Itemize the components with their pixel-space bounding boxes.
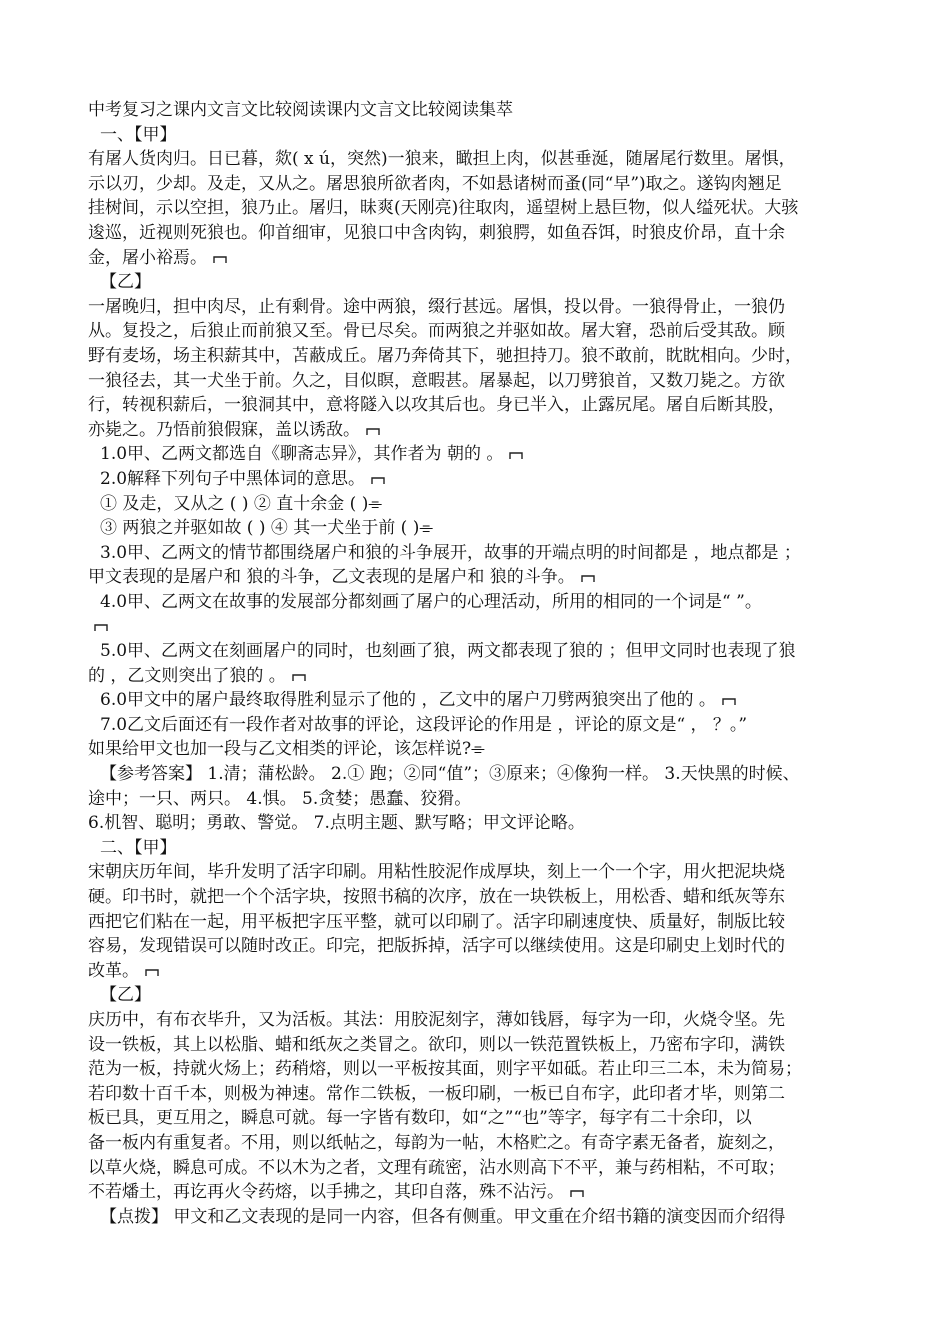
line-text: 甲文表现的是屠户和 狼的斗争，乙文表现的是屠户和 狼的斗争。 [88, 567, 575, 588]
text-line [88, 811, 878, 836]
paragraph-mark-icon [570, 1189, 584, 1198]
line-text: 硬。印书时，就把一个个活字块，按照书稿的次序，放在一块铁板上，用松香、蜡和纸灰等东 [88, 887, 785, 907]
line-text: 一、【甲】 [100, 124, 177, 145]
line-text: 范为一板，持就火炀上；药稍熔，则以一平板按其面，则字平如砥。若止印三二本，未为简易； [88, 1059, 802, 1080]
text-line [88, 1131, 878, 1156]
text-line [88, 1156, 878, 1181]
line-text: 西把它们粘在一起，用平板把字压平整，就可以印刷了。活字印刷速度快、质量好，制版比较 [88, 911, 785, 932]
paragraph-mark-icon [581, 574, 595, 583]
text-line [88, 344, 878, 369]
text-line [88, 1008, 878, 1033]
line-text: 4.0甲、乙两文在故事的发展部分都刻画了屠户的心理活动，所用的相同的一个词是“ ”。 [100, 591, 762, 612]
text-line [88, 172, 878, 197]
text-line [88, 614, 878, 639]
text-line [88, 590, 878, 615]
line-text: 一狼径去，其一犬坐于前。久之，目似瞑，意暇甚。屠暴起，以刀劈狼首，又数刀毙之。方欲 [88, 370, 785, 391]
text-line [88, 418, 878, 443]
line-text: 不若燔土，再讫再火令药熔，以手拂之，其印自落，殊不沾污。 [88, 1182, 564, 1203]
line-text: 设一铁板，其上以松脂、蜡和纸灰之类冒之。欲印，则以一铁范置铁板上，乃密布字印，满铁 [88, 1034, 785, 1055]
text-line [88, 442, 878, 467]
line-text: 金，屠小裕焉。 [88, 247, 207, 268]
line-text: 庆历中，有布衣毕升，又为活板。其法：用胶泥刻字，薄如钱唇，每字为一印，火烧令坚。先 [88, 1009, 785, 1030]
text-line [88, 664, 878, 689]
paragraph-mark-icon [366, 427, 380, 436]
line-text: 以草火烧，瞬息可成。不以木为之者，文理有疏密，沾水则高下不平，兼与药相粘，不可取； [88, 1157, 785, 1178]
line-text: 挂树间，示以空担，狼乃止。屠归，昧爽(天刚亮)往取肉，遥望树上悬巨物，似人缢死状。大骇 [88, 198, 799, 219]
line-text: 野有麦场，场主积薪其中，苫蔽成丘。屠乃奔倚其下，驰担持刀。狼不敢前，眈眈相向。少时， [88, 345, 802, 366]
line-text: 【点拨】 甲文和乙文表现的是同一内容，但各有侧重。甲文重在介绍书籍的演变因而介绍得 [100, 1206, 786, 1227]
line-text: 6.0甲文中的屠户最终取得胜利显示了他的 ，乙文中的屠户刀劈两狼突出了他的 。 [100, 690, 716, 711]
text-line [88, 762, 878, 787]
text-line [88, 836, 878, 861]
line-text: 2.0解释下列句子中黑体词的意思。 [100, 468, 366, 489]
line-text: 从。复投之，后狼止而前狼又至。骨已尽矣。而两狼之并驱如故。屠大窘，恐前后受其敌。顾 [88, 321, 785, 342]
text-line [88, 492, 878, 517]
text-line [88, 639, 878, 664]
text-line [88, 221, 878, 246]
line-text: 逡巡，近视则死狼也。仰首细审，见狼口中含肉钩，刺狼腭，如鱼吞饵，时狼皮价昂，直十余 [88, 222, 785, 243]
line-text: 如果给甲文也加一段与乙文相类的评论，该怎样说?⌯ [88, 739, 485, 760]
document-body [88, 98, 878, 1229]
line-text: 3.0甲、乙两文的情节都围绕屠户和狼的斗争展开，故事的开端点明的时间都是 ，地点都是 ； [100, 542, 801, 563]
paragraph-mark-icon [509, 451, 523, 460]
text-line [88, 123, 878, 148]
line-text: ③ 两狼之并驱如故 ( ) ④ 其一犬坐于前 ( )⌯ [100, 518, 433, 539]
text-line [88, 713, 878, 738]
text-line [88, 147, 878, 172]
line-text: 【乙】 [100, 272, 151, 293]
text-line [88, 737, 878, 762]
text-line [88, 467, 878, 492]
line-text: 有屠人货肉归。日已暮，欻( x ú，突然)一狼来，瞰担上肉，似甚垂涎，随屠尾行数里。屠惧， [88, 149, 796, 170]
text-line [88, 1106, 878, 1131]
paragraph-mark-icon [722, 697, 736, 706]
text-line [88, 1033, 878, 1058]
paragraph-mark-icon [371, 476, 385, 485]
line-text: 途中；一只、两只。 4.惧。 5.贪婪；愚蠢、狡猾。 [88, 788, 472, 809]
text-line [88, 369, 878, 394]
line-text: 1.0甲、乙两文都选自《聊斋志异》，其作者为 朝的 。 [100, 444, 504, 465]
line-text: 若印数十百千本，则极为神速。常作二铁板，一板印刷，一板已自布字，此印者才毕，则第二 [88, 1083, 785, 1104]
text-line [88, 196, 878, 221]
text-line [88, 787, 878, 812]
line-text: 【乙】 [100, 985, 151, 1006]
paragraph-mark-icon [292, 673, 306, 682]
line-text: ① 及走，又从之 ( ) ② 直十余金 ( )⌯ [100, 493, 382, 514]
paragraph-mark-icon [94, 623, 108, 632]
paragraph-mark-icon [145, 968, 159, 977]
line-text: 【参考答案】 1.清；蒲松龄。 2.① 跑；②同“值”；③原来；④像狗一样。 3.天快黑的时候、 [100, 764, 800, 785]
line-text: 备一板内有重复者。不用，则以纸帖之，每韵为一帖，木格贮之。有奇字素无备者，旋刻之， [88, 1132, 785, 1153]
text-line [88, 565, 878, 590]
line-text: 中考复习之课内文言文比较阅读课内文言文比较阅读集萃 [88, 100, 513, 120]
text-line [88, 1057, 878, 1082]
paragraph-mark-icon [213, 255, 227, 264]
text-line [88, 1205, 878, 1230]
line-text: 改革。 [88, 960, 139, 981]
line-text: 7.0乙文后面还有一段作者对故事的评论，这段评论的作用是 ，评论的原文是“ ， ？。” [100, 714, 748, 735]
text-line [88, 295, 878, 320]
text-line [88, 1180, 878, 1205]
text-line [88, 393, 878, 418]
text-line [88, 516, 878, 541]
text-line [88, 319, 878, 344]
line-text: 容易，发现错误可以随时改正。印完，把版拆掉，活字可以继续使用。这是印刷史上划时代的 [88, 936, 785, 957]
text-line [88, 860, 878, 885]
text-line [88, 1082, 878, 1107]
line-text: 的 ，乙文则突出了狼的 。 [88, 665, 286, 686]
text-line [88, 910, 878, 935]
text-line [88, 98, 878, 123]
text-line [88, 541, 878, 566]
line-text: 示以刃，少却。及走，又从之。屠思狼所欲者肉，不如悬诸树而蚤(同“早”)取之。遂钩肉翘足 [88, 173, 782, 194]
line-text: 宋朝庆历年间，毕升发明了活字印刷。用粘性胶泥作成厚块，刻上一个一个字，用火把泥块烧 [88, 862, 785, 883]
line-text: 行，转视积薪后，一狼洞其中，意将隧入以攻其后也。身已半入，止露尻尾。屠自后断其股， [88, 395, 785, 416]
line-text: 一屠晚归，担中肉尽，止有剩骨。途中两狼，缀行甚远。屠惧，投以骨。一狼得骨止，一狼仍 [88, 296, 785, 317]
line-text: 板已具，更互用之，瞬息可就。每一字皆有数印，如“之”“也”等字，每字有二十余印，以 [88, 1108, 752, 1129]
text-line [88, 885, 878, 910]
text-line [88, 270, 878, 295]
text-line [88, 688, 878, 713]
text-line [88, 959, 878, 984]
line-text: 5.0甲、乙两文在刻画屠户的同时，也刻画了狼，两文都表现了狼的 ；但甲文同时也表现了狼 [100, 641, 796, 662]
text-line [88, 983, 878, 1008]
line-text: 二、【甲】 [100, 837, 177, 858]
line-text: 亦毙之。乃悟前狼假寐，盖以诱敌。 [88, 419, 360, 440]
text-line [88, 246, 878, 271]
text-line [88, 934, 878, 959]
line-text: 6.机智、聪明；勇敢、警觉。 7.点明主题、默写略；甲文评论略。 [88, 813, 585, 834]
